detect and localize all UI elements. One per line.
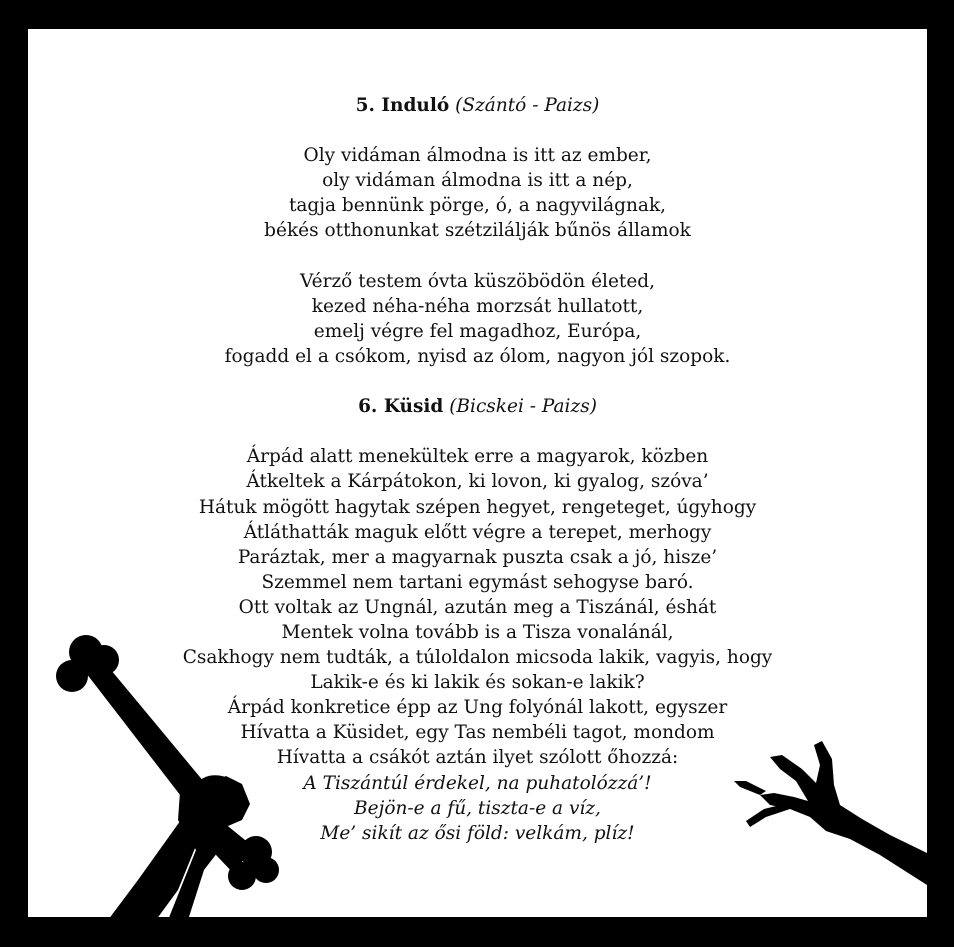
verse-line: tagja bennünk pörge, ó, a nagyvilágnak,: [288, 195, 667, 217]
verse-line: Paráztak, mer a magyarnak puszta csak a jó, hisze’: [237, 546, 718, 568]
verse-line-italic: A Tiszántúl érdekel, na puhatolózzá’!: [303, 772, 652, 794]
song-title-5: 5. Induló (Szántó - Paizs): [355, 95, 600, 116]
verse-line: Vérző testem óvta küszöbödön életed,: [299, 270, 655, 292]
verse-line-italic: Me’ sikít az ősi föld: velkám, plíz!: [320, 822, 635, 844]
verse-line: Árpád konkretice épp az Ung folyónál lakott, egyszer: [227, 697, 728, 719]
verse-line: emelj végre fel magadhoz, Európa,: [313, 320, 642, 342]
grasping-hand-icon: [730, 735, 927, 917]
verse-line: fogadd el a csókom, nyisd az ólom, nagyon jól szopok.: [224, 345, 731, 367]
verse-line-italic: Bejön-e a fű, tiszta-e a víz,: [354, 797, 601, 819]
verse-line: Átkeltek a Kárpátokon, ki lovon, ki gyalog, szóva’: [246, 471, 709, 493]
stanza: [28, 143, 927, 243]
verse-line: Mentek volna tovább is a Tisza vonalánál,: [281, 621, 674, 643]
verse-line: Átláthatták maguk előtt végre a terepet, merhogy: [243, 521, 712, 543]
verse-line: Ott voltak az Ungnál, azután meg a Tiszánál, éshát: [238, 596, 717, 618]
song-title-6: 6. Küsid (Bicskei - Paizs): [358, 396, 597, 418]
verse-line: Hátuk mögött hagytak szépen hegyet, rengeteget, úgyhogy: [198, 496, 757, 518]
verse-line: Szemmel nem tartani egymást sehogyse baró.: [261, 571, 694, 593]
verse-line: Oly vidáman álmodna is itt az ember,: [303, 145, 652, 167]
hand-with-bone-icon: [28, 630, 288, 920]
verse-line: Hívatta a csákót aztán ilyet szólott őhozzá:: [276, 747, 679, 769]
verse-line: oly vidáman álmodna is itt a nép,: [322, 170, 633, 192]
verse-line: Árpád alatt menekültek erre a magyarok, közben: [246, 446, 709, 468]
verse-line: kezed néha-néha morzsát hullatott,: [311, 295, 644, 317]
stanza: [28, 269, 927, 369]
verse-line: Hívatta a Küsidet, egy Tas nembéli tagot, mondom: [240, 722, 715, 744]
verse-line: békés otthonunkat szétzilálják bűnös államok: [264, 220, 691, 242]
verse-line: Lakik-e és ki lakik és sokan-e lakik?: [310, 672, 645, 694]
verse-line: Csakhogy nem tudták, a túloldalon micsoda lakik, vagyis, hogy: [182, 647, 773, 669]
